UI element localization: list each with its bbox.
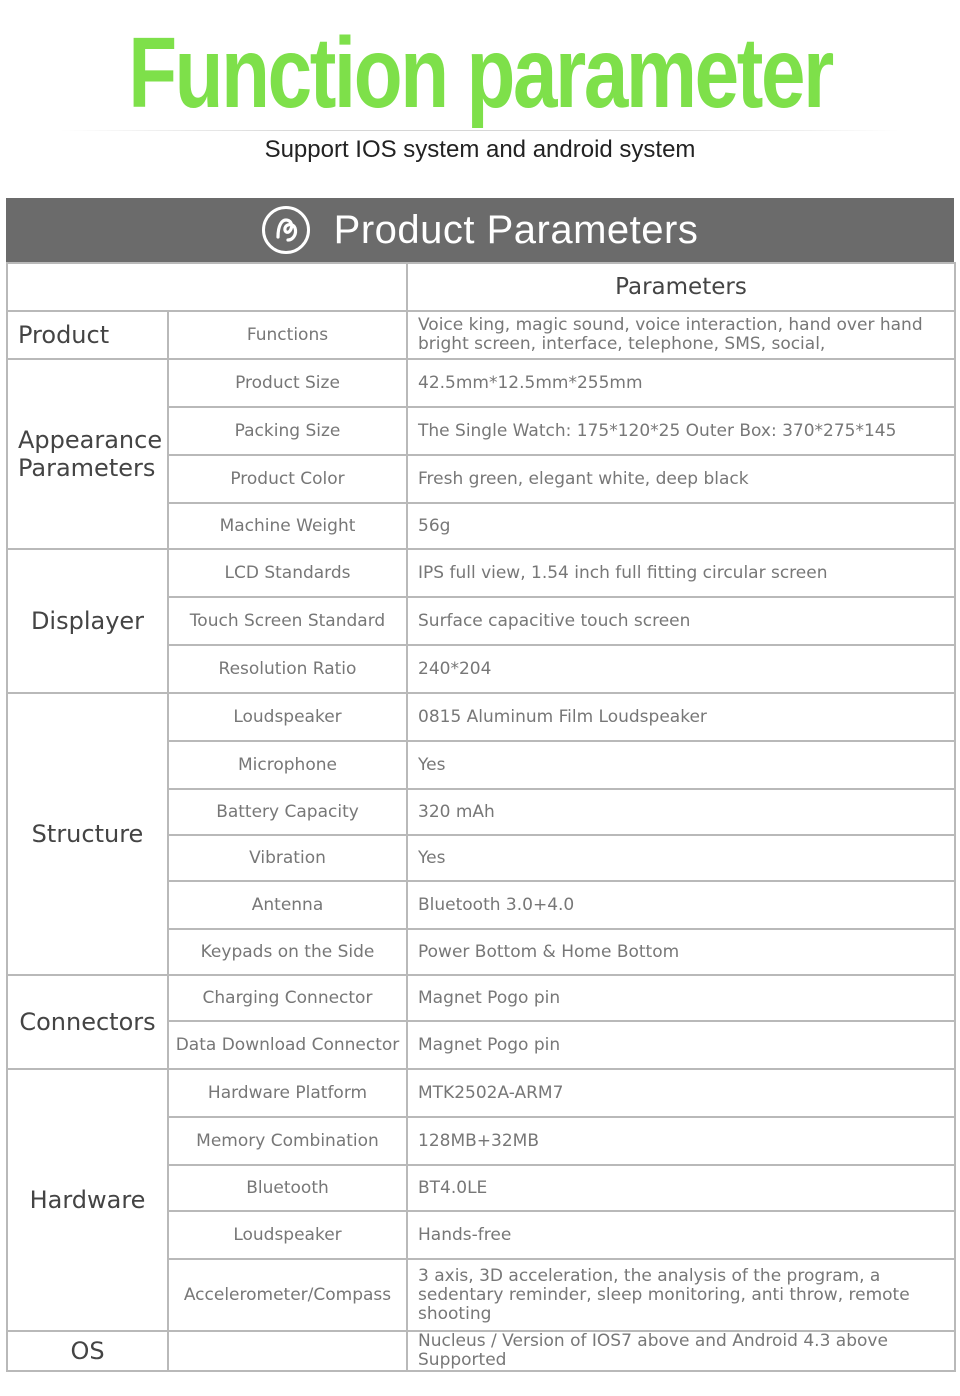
param-name: Accelerometer/Compass xyxy=(168,1259,407,1331)
param-value: Voice king, magic sound, voice interaction, hand over hand bright screen, interface, telephone, SMS, social, xyxy=(407,311,955,359)
param-value: IPS full view, 1.54 inch full fitting circular screen xyxy=(407,549,955,597)
param-name: Charging Connector xyxy=(168,975,407,1021)
banner-title: Product Parameters xyxy=(333,207,699,252)
param-value: Hands-free xyxy=(407,1211,955,1259)
param-value: Power Bottom & Home Bottom xyxy=(407,929,955,975)
category-label-line: Appearance xyxy=(18,426,163,454)
category-label-line: Parameters xyxy=(18,454,156,482)
param-name: Bluetooth xyxy=(168,1165,407,1211)
param-value: Fresh green, elegant white, deep black xyxy=(407,455,955,503)
param-name: Loudspeaker xyxy=(168,693,407,741)
param-name xyxy=(168,1331,407,1371)
param-name: Memory Combination xyxy=(168,1117,407,1165)
param-value: Nucleus / Version of IOS7 above and Android 4.3 above Supported xyxy=(407,1331,955,1371)
param-value: 240*204 xyxy=(407,645,955,693)
page-title: Function parameter xyxy=(128,17,832,129)
param-name: Product Size xyxy=(168,359,407,407)
table-row xyxy=(7,311,955,359)
table-row xyxy=(7,549,955,597)
category-structure: Structure xyxy=(7,693,168,975)
param-value: The Single Watch: 175*120*25 Outer Box: 370*275*145 xyxy=(407,407,955,455)
category-product: Product xyxy=(7,311,168,359)
param-name: Packing Size xyxy=(168,407,407,455)
param-value: 56g xyxy=(407,503,955,549)
param-value: Surface capacitive touch screen xyxy=(407,597,955,645)
param-name: Vibration xyxy=(168,835,407,881)
param-value: Magnet Pogo pin xyxy=(407,1021,955,1069)
param-name: Machine Weight xyxy=(168,503,407,549)
param-name: LCD Standards xyxy=(168,549,407,597)
category-connectors: Connectors xyxy=(7,975,168,1069)
param-name: Microphone xyxy=(168,741,407,789)
table-row xyxy=(7,1069,955,1117)
param-value: 128MB+32MB xyxy=(407,1117,955,1165)
param-value: Bluetooth 3.0+4.0 xyxy=(407,881,955,929)
param-name: Data Download Connector xyxy=(168,1021,407,1069)
param-value: 0815 Aluminum Film Loudspeaker xyxy=(407,693,955,741)
header-blank-cell xyxy=(7,263,407,311)
table-row xyxy=(7,359,955,407)
param-value: 3 axis, 3D acceleration, the analysis of the program, a sedentary reminder, sleep monitoring, anti throw, remote shooting xyxy=(407,1259,955,1331)
param-value: Magnet Pogo pin xyxy=(407,975,955,1021)
table-row xyxy=(7,693,955,741)
param-name: Resolution Ratio xyxy=(168,645,407,693)
category-os: OS xyxy=(7,1331,168,1371)
param-name: Hardware Platform xyxy=(168,1069,407,1117)
parameters-table xyxy=(6,262,956,1372)
param-name: Antenna xyxy=(168,881,407,929)
category-displayer: Displayer xyxy=(7,549,168,693)
param-value: 320 mAh xyxy=(407,789,955,835)
category-appearance-parameters xyxy=(7,359,168,549)
param-value: Yes xyxy=(407,835,955,881)
header-parameters-cell: Parameters xyxy=(407,263,955,311)
table-row xyxy=(7,975,955,1021)
param-name: Keypads on the Side xyxy=(168,929,407,975)
product-parameters-banner xyxy=(6,198,954,262)
param-name: Battery Capacity xyxy=(168,789,407,835)
category-hardware: Hardware xyxy=(7,1069,168,1331)
title-divider xyxy=(60,130,900,131)
table-row xyxy=(7,1331,955,1371)
param-value: BT4.0LE xyxy=(407,1165,955,1211)
param-value: MTK2502A-ARM7 xyxy=(407,1069,955,1117)
param-name: Product Color xyxy=(168,455,407,503)
param-name: Functions xyxy=(168,311,407,359)
param-name: Loudspeaker xyxy=(168,1211,407,1259)
param-value: Yes xyxy=(407,741,955,789)
circle-logo-icon xyxy=(262,206,310,254)
table-header-row xyxy=(7,263,955,311)
param-name: Touch Screen Standard xyxy=(168,597,407,645)
page-subtitle: Support IOS system and android system xyxy=(264,136,696,163)
param-value: 42.5mm*12.5mm*255mm xyxy=(407,359,955,407)
